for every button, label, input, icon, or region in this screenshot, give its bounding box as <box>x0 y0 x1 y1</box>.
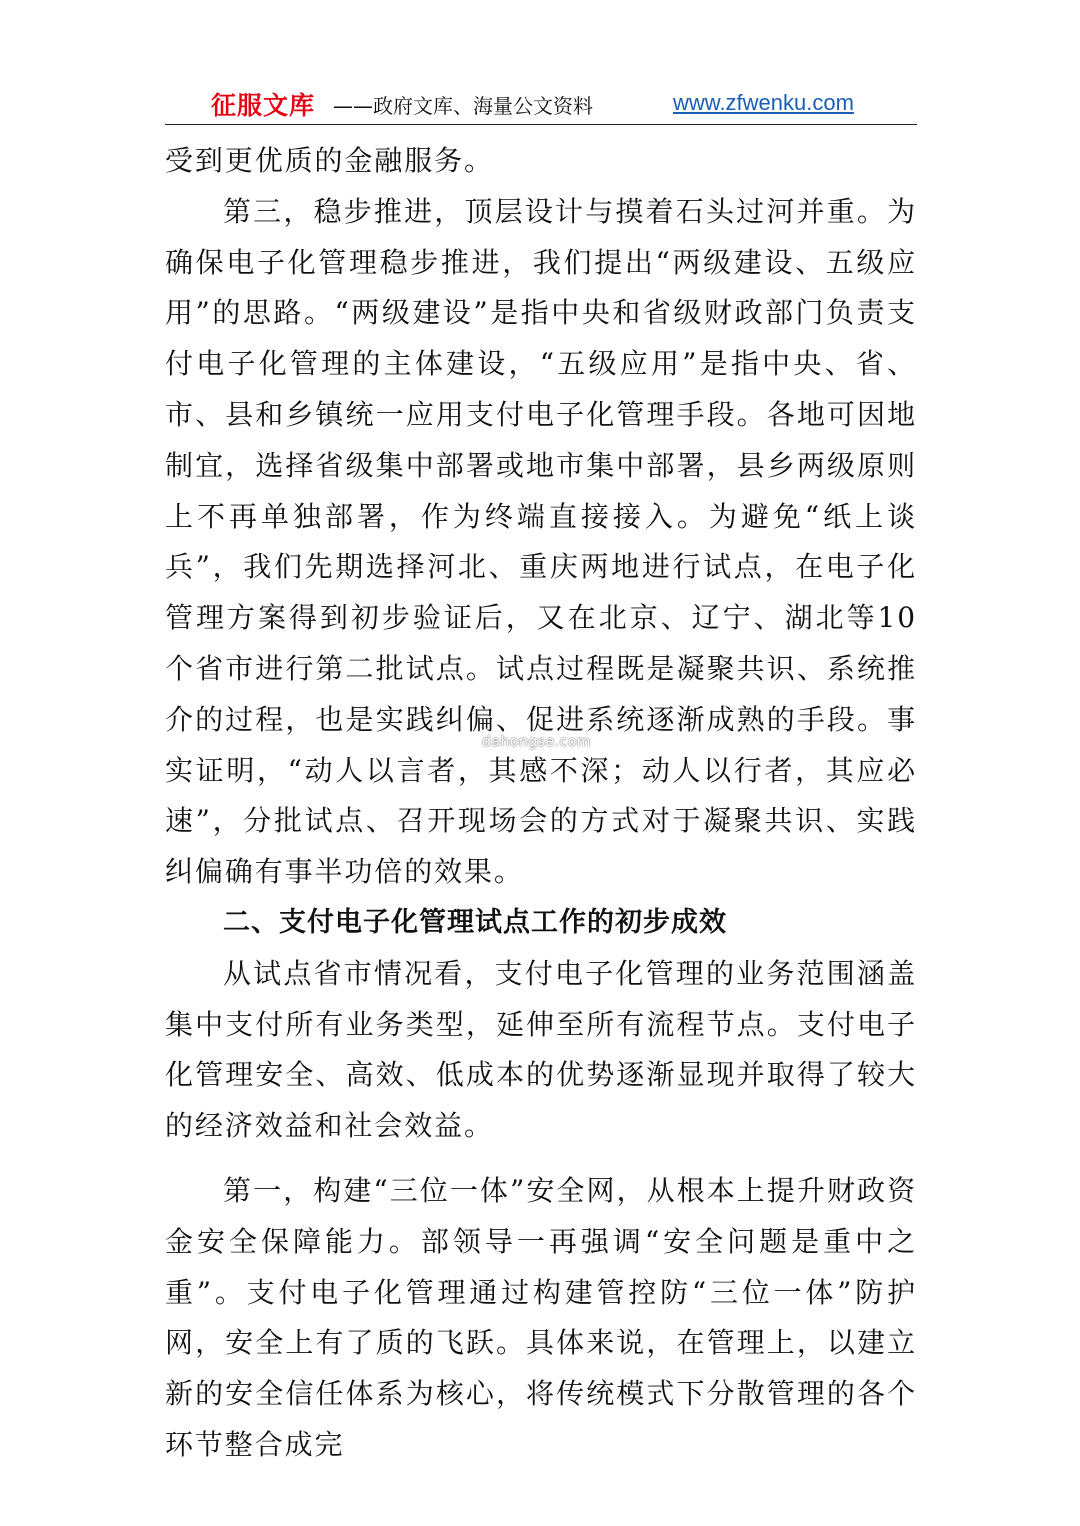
paragraph-continuation: 受到更优质的金融服务。 <box>165 144 494 177</box>
paragraph-first-point: 第一，构建“三位一体”安全网，从根本上提升财政资金安全保障能力。部领导一再强调“安全问题是重中之重”。支付电子化管理通过构建管控防“三位一体”防护网，安全上有了质的飞跃。具体来说，在管理上，以建立新的安全信任体系为核心，将传统模式下分散管理的各个环节整合成完 <box>165 1173 917 1461</box>
paragraph-third-point: 第三，稳步推进，顶层设计与摸着石头过河并重。为确保电子化管理稳步推进，我们提出“两级建设、五级应用”的思路。“两级建设”是指中央和省级财政部门负责支付电子化管理的主体建设，“五级应用”是指中央、省、市、县和乡镇统一应用支付电子化管理手段。各地可因地制宜，选择省级集中部署或地市集中部署，县乡两级原则上不再单独部署，作为终端直接接入。为避免“纸上谈兵”，我们先期选择河北、重庆两地进行试点，在电子化管理方案得到初步验证后，又在北京、辽宁、湖北等10个省市进行第二批试点。试点过程既是凝聚共识、系统推介的过程，也是实践纠偏、促进系统逐渐成熟的手段。事实证明，“动人以言者，其感不深；动人以行者，其应必速”，分批试点、召开现场会的方式对于凝聚共识、实践纠偏确有事半功倍的效果。 <box>165 194 917 889</box>
header-divider <box>165 124 917 125</box>
paragraph-pilot-overview: 从试点省市情况看，支付电子化管理的业务范围涵盖集中支付所有业务类型，延伸至所有流程节点。支付电子化管理安全、高效、低成本的优势逐渐显现并取得了较大的经济效益和社会效益。 <box>165 956 917 1143</box>
section-heading: 二、支付电子化管理试点工作的初步成效 <box>223 906 727 938</box>
page-header <box>165 82 917 124</box>
watermark-text: dahongse.com <box>482 734 591 750</box>
site-tagline: ——政府文库、海量公文资料 <box>333 94 593 118</box>
document-body <box>165 136 917 1471</box>
site-url-link[interactable]: www.zfwenku.com <box>673 90 854 115</box>
site-brand: 征服文库 <box>211 91 316 120</box>
